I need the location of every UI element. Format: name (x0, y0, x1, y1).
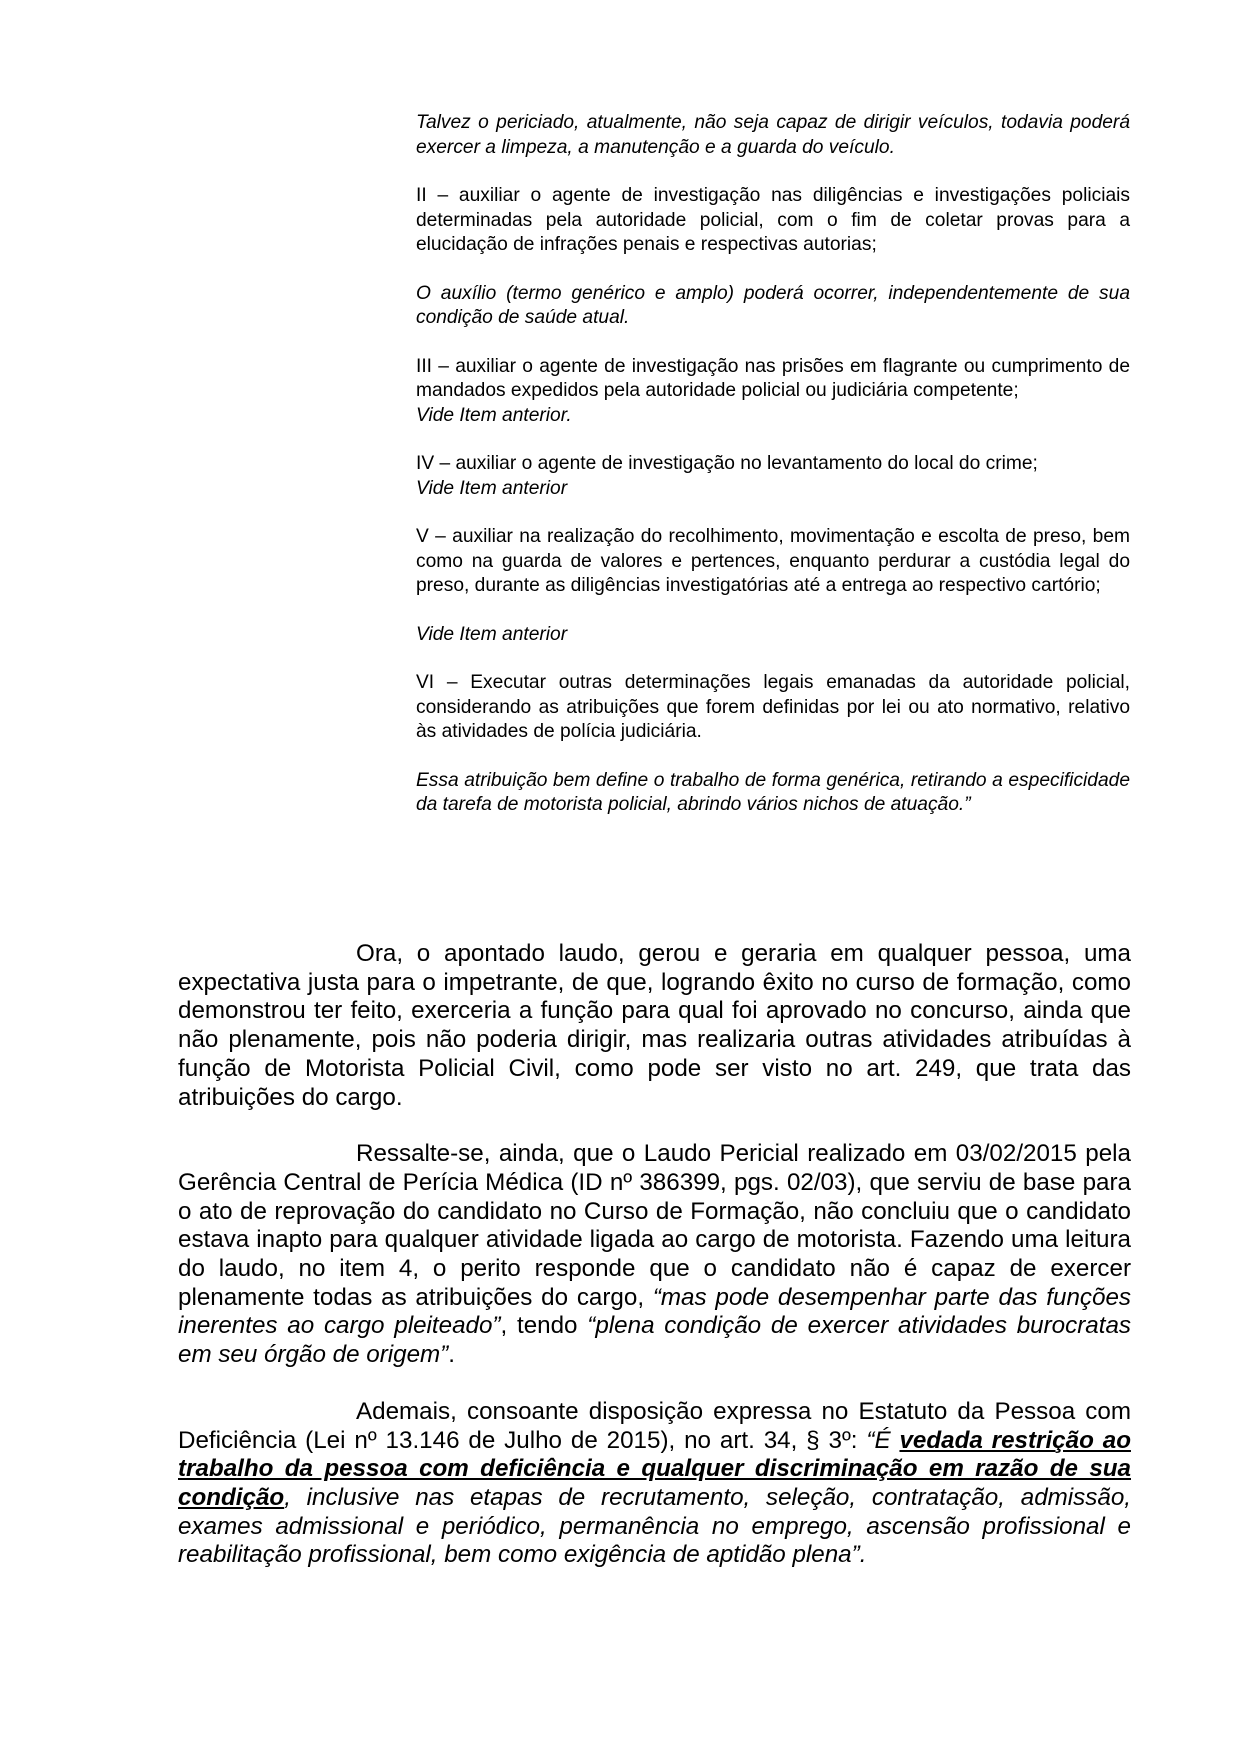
paragraph-estatuto-text: Ademais, consoante disposição expressa no Estatuto da Pessoa com Deficiência (Lei nº 13.146 de Julho de 2015), no art. 34, § 3º: (178, 1397, 1131, 1454)
paragraph-laudo-text: Ressalte-se, ainda, que o Laudo Pericial realizado em 03/02/2015 pela Gerência Central de Perícia Médica (ID nº 386399, pgs. 02/03), que serviu de base para o ato de reprovação do candidato no Curso de Formação, não concluiu que o candidato estava inapto para qualquer atividade ligada ao cargo de motorista. Fazendo uma leitura do laudo, no item 4, o perito responde que o candidato não é capaz de exercer plenamente todas as atribuições do cargo, (178, 1140, 1131, 1311)
quote-item-iv: IV – auxiliar o agente de investigação no levantamento do local do crime; (416, 453, 1038, 474)
paragraph-laudo-connector: , tendo (500, 1312, 588, 1340)
paragraph-expectativa: Ora, o apontado laudo, gerou e geraria em qualquer pessoa, uma expectativa justa para o impetrante, de que, logrando êxito no curso de formação, como demonstrou ter feito, exerceria a função para qual foi aprovado no concurso, ainda que não plenamente, pois não poderia dirigir, mas realizaria outras atividades atribuídas à função de Motorista Policial Civil, como pode ser visto no art. 249, que trata das atribuições do cargo. (178, 940, 1131, 1111)
quote-funcoes-inerentes: “mas pode desempenhar parte das funções inerentes ao cargo pleiteado” (178, 1283, 1131, 1340)
quote-comment-v: Vide Item anterior (416, 623, 568, 645)
paragraph-laudo-end: . (448, 1341, 455, 1369)
quote-comment-vi: Essa atribuição bem define o trabalho de forma genérica, retirando a especificidade da tarefa de motorista policial, abrindo vários nichos de atuação.” (416, 769, 1130, 815)
legal-quote-block (416, 111, 1130, 842)
quote-item-iii: III – auxiliar o agente de investigação nas prisões em flagrante ou cumprimento de mandados expedidos pela autoridade policial ou judiciária competente; (416, 355, 1130, 401)
paragraph-estatuto (178, 1398, 1131, 1570)
quote-atividades-burocratas: “plena condição de exercer atividades burocratas em seu órgão de origem” (178, 1312, 1131, 1369)
quote-comment-i: Talvez o periciado, atualmente, não seja capaz de dirigir veículos, todavia poderá exercer a limpeza, a manutenção e a guarda do veículo. (416, 112, 1130, 158)
quote-estatuto-rest: , inclusive nas etapas de recrutamento, seleção, contratação, admissão, exames admissional e periódico, permanência no emprego, ascensão profissional e reabilitação profissional, bem como exigência de aptidão plena”. (178, 1483, 1131, 1569)
body-text (178, 940, 1131, 1598)
quote-comment-iii: Vide Item anterior. (416, 404, 572, 426)
quote-estatuto-open: “É (866, 1426, 900, 1454)
quote-item-v: V – auxiliar na realização do recolhimento, movimentação e escolta de preso, bem como na guarda de valores e pertences, enquanto perdurar a custódia legal do preso, durante as diligências investigatórias até a entrega ao respectivo cartório; (416, 526, 1130, 596)
paragraph-laudo-pericial (178, 1140, 1131, 1370)
quote-comment-ii: O auxílio (termo genérico e amplo) poderá ocorrer, independentemente de sua condição de saúde atual. (416, 282, 1130, 328)
quote-estatuto-emphasis: vedada restrição ao trabalho da pessoa com deficiência e qualquer discriminação em razão de sua condição (178, 1426, 1131, 1511)
quote-item-ii: II – auxiliar o agente de investigação nas diligências e investigações policiais determinadas pela autoridade policial, com o fim de coletar provas para a elucidação de infrações penais e respectivas autorias; (416, 185, 1130, 255)
quote-comment-iv: Vide Item anterior (416, 477, 568, 499)
quote-item-vi: VI – Executar outras determinações legais emanadas da autoridade policial, considerando as atribuições que forem definidas por lei ou ato normativo, relativo às atividades de polícia judiciária. (416, 672, 1130, 742)
